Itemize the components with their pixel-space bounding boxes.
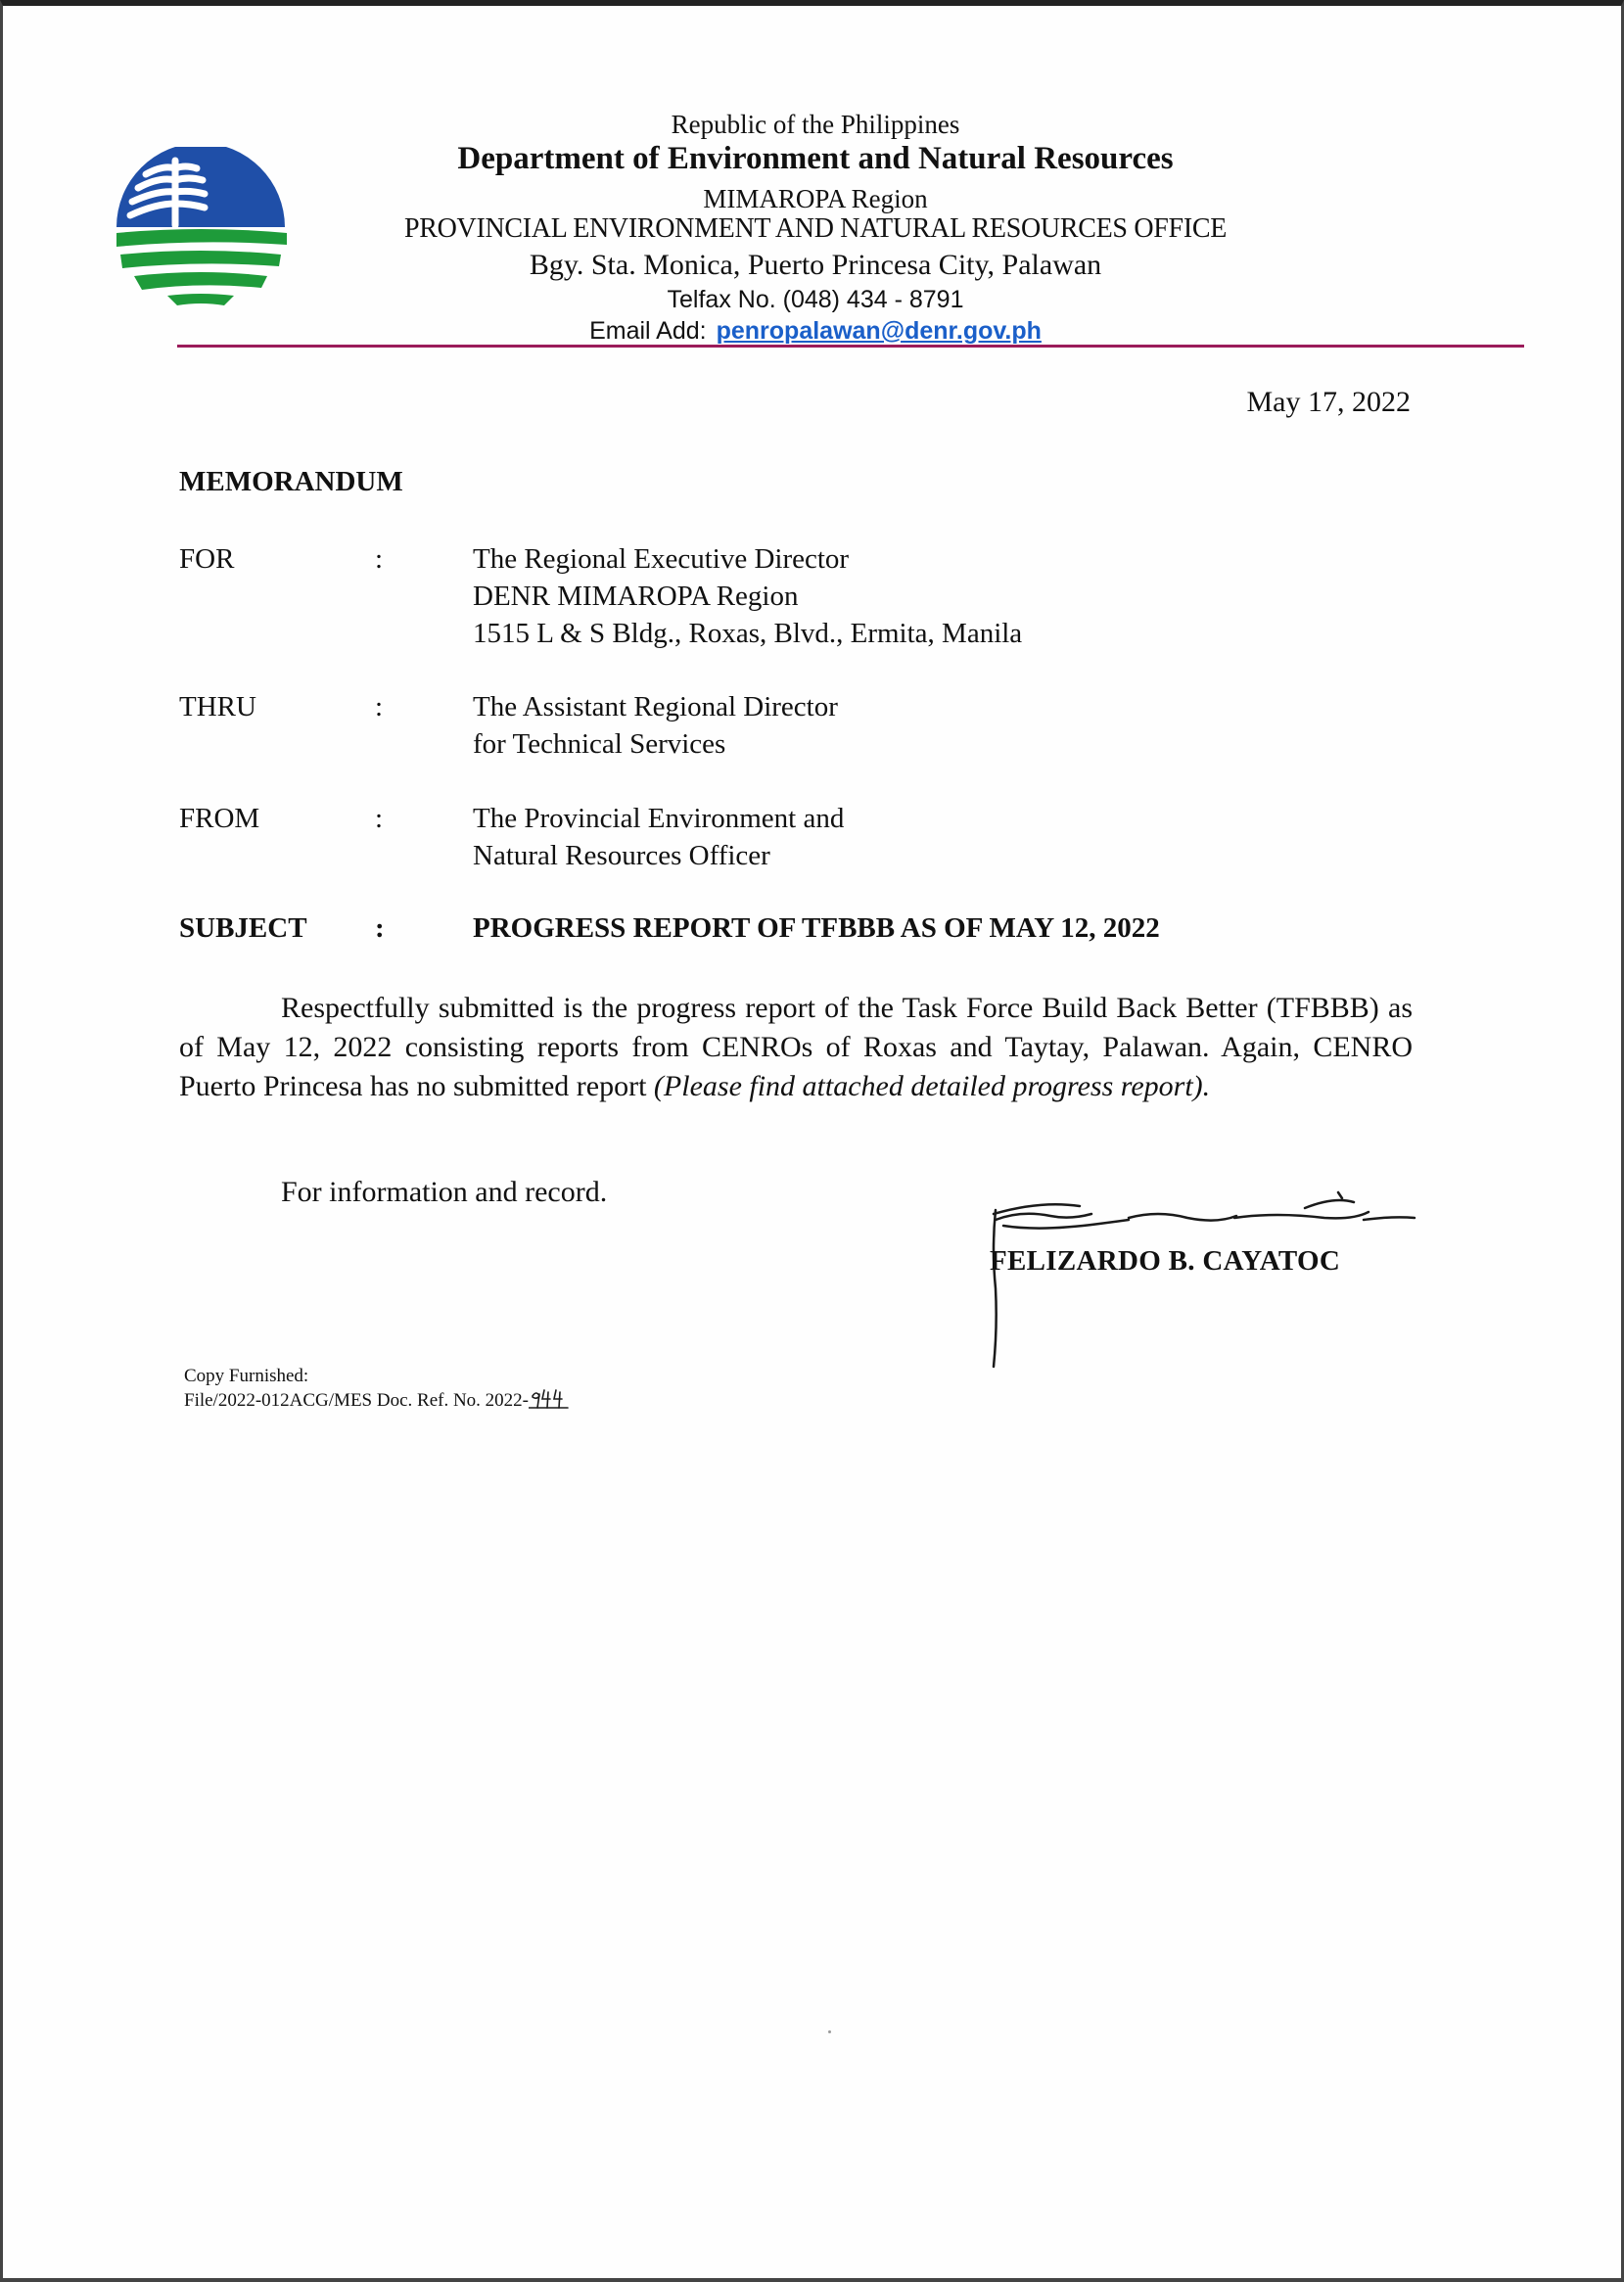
doc-ref-text: File/2022-012ACG/MES Doc. Ref. No. 2022- — [184, 1390, 530, 1411]
closing-paragraph: For information and record. — [281, 1176, 608, 1208]
letterhead-divider — [177, 345, 1524, 348]
memo-date: May 17, 2022 — [1246, 386, 1411, 418]
field-for-line: The Regional Executive Director — [473, 543, 850, 575]
letterhead-address: Bgy. Sta. Monica, Puerto Princesa City, Palawan — [529, 249, 1102, 281]
field-subject-value: PROGRESS REPORT OF TFBBB AS OF MAY 12, 2022 — [473, 912, 1160, 944]
body-paragraph — [179, 989, 1413, 1106]
field-from-value — [473, 800, 844, 874]
field-subject-colon: : — [375, 912, 385, 944]
handwritten-ref-number — [529, 1388, 570, 1410]
letterhead-republic: Republic of the Philippines — [671, 110, 960, 139]
field-for-colon: : — [375, 543, 384, 575]
field-from-line: The Provincial Environment and — [473, 803, 845, 834]
field-thru-colon: : — [375, 691, 384, 722]
doc-ref — [184, 1388, 570, 1413]
field-from-label: FROM — [179, 803, 260, 834]
field-thru-line: The Assistant Regional Director — [473, 691, 838, 722]
letterhead-telfax: Telfax No. (048) 434 - 8791 — [667, 286, 964, 313]
field-from-line: Natural Resources Officer — [473, 840, 770, 871]
letterhead-region: MIMAROPA Region — [703, 184, 928, 213]
letterhead-office: PROVINCIAL ENVIRONMENT AND NATURAL RESOURCES OFFICE — [403, 213, 1228, 244]
copy-furnished-label: Copy Furnished: — [184, 1366, 309, 1386]
letterhead-email-line — [297, 317, 1334, 346]
field-for-label: FOR — [179, 543, 235, 575]
memo-title: MEMORANDUM — [179, 466, 403, 497]
email-label: Email Add: — [589, 317, 707, 345]
copy-furnished-block — [184, 1365, 570, 1413]
field-thru-value — [473, 688, 838, 763]
field-for-line: 1515 L & S Bldg., Roxas, Blvd., Ermita, Manila — [473, 618, 1023, 649]
field-for-value — [473, 540, 1022, 652]
field-from-colon: : — [375, 803, 384, 834]
scan-speck — [828, 2030, 831, 2033]
denr-logo-icon — [113, 147, 289, 308]
body-paragraph-text: Respectfully submitted is the progress report of the Task Force Build Back Better (TFBBB) as of May 12, 2022 consisting reports from CENROs of Roxas and Taytay, Palawan. Again, CENRO Puerto Princesa has no submitted report — [179, 992, 1413, 1102]
field-subject-label: SUBJECT — [179, 912, 307, 944]
body-paragraph-italic: (Please find attached detailed progress report). — [653, 1070, 1211, 1102]
signatory-name: FELIZARDO B. CAYATOC — [990, 1245, 1341, 1277]
letterhead-department: Department of Environment and Natural Resources — [457, 141, 1174, 176]
field-thru-label: THRU — [179, 691, 256, 722]
field-thru-line: for Technical Services — [473, 728, 726, 760]
signature-icon — [982, 1190, 1432, 1372]
field-for-line: DENR MIMAROPA Region — [473, 581, 799, 612]
email-link[interactable]: penropalawan@denr.gov.ph — [716, 317, 1042, 345]
